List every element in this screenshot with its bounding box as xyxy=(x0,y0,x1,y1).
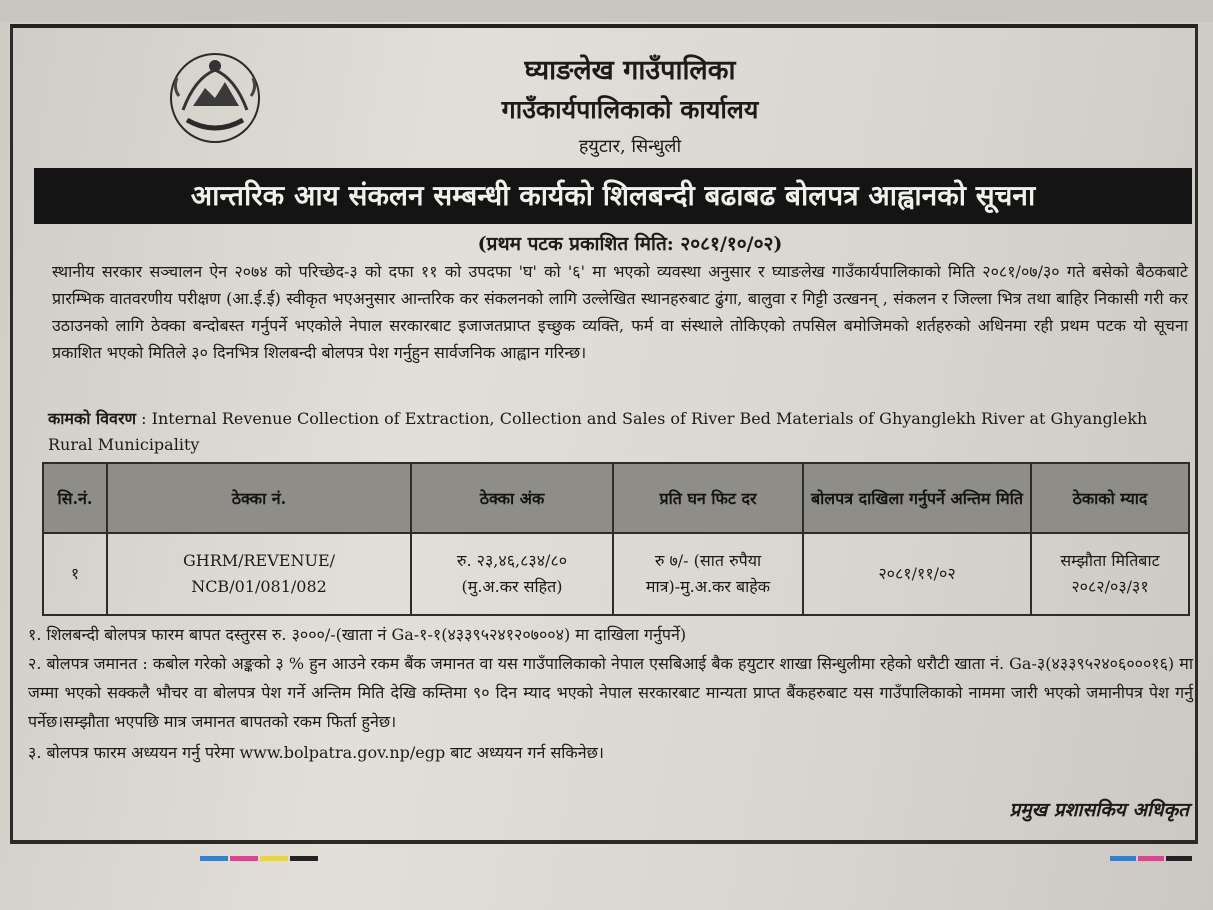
cell-amount xyxy=(411,533,613,615)
table-row xyxy=(43,533,1189,615)
office-address: हयुटार, सिन्धुली xyxy=(578,136,682,157)
contract-no-line1: GHRM/REVENUE/ xyxy=(182,551,336,570)
amount-line1: रु. २३,४६,८३४/८० xyxy=(456,551,568,570)
cell-rate xyxy=(613,533,803,615)
print-registration-mark xyxy=(1110,856,1136,861)
header-contract-no: ठेक्का नं. xyxy=(107,463,411,533)
amount-line2: (मु.अ.कर सहित) xyxy=(461,577,563,596)
work-text: : Internal Revenue Collection of Extraction, Collection and Sales of River Bed Materials of Ghyanglekh River at Ghyanglekh Rural Municipality xyxy=(48,409,1148,454)
header-deadline: बोलपत्र दाखिला गर्नुपर्ने अन्तिम मिति xyxy=(803,463,1031,533)
work-description xyxy=(48,406,1188,458)
notice-banner: आन्तरिक आय संकलन सम्बन्धी कार्यको शिलबन्दी बढाबढ बोलपत्र आह्वानको सूचना xyxy=(34,168,1192,224)
header-validity: ठेकाको म्याद xyxy=(1031,463,1189,533)
note-3: ३. बोलपत्र फारम अध्ययन गर्नु परेमा www.bolpatra.gov.np/egp बाट अध्ययन गर्न सकिनेछ। xyxy=(28,743,604,762)
validity-line2: २०८२/०३/३१ xyxy=(1071,577,1149,596)
note-1: १. शिलबन्दी बोलपत्र फारम बापत दस्तुरस रु. ३०००/-(खाता नं Ga-१-१(४३३९५२४१२०७००४) मा दाखिला गर्नुपर्ने) xyxy=(28,625,687,644)
header-amount: ठेक्का अंक xyxy=(411,463,613,533)
work-label: कामको विवरण xyxy=(48,409,137,428)
publication-date: (प्रथम पटक प्रकाशित मिति: २०८१/१०/०२) xyxy=(477,233,783,255)
notes-list xyxy=(28,620,1193,767)
notice-body: स्थानीय सरकार सञ्चालन ऐन २०७४ को परिच्छेद-३ को दफा ११ को उपदफा 'घ' को '६' मा भएको व्यवस्था अनुसार र घ्याङलेख गाउँकार्यपालिकाको मिति २०८१/०७/३० गते बसेको बैठकबाटे प्रारम्भिक वातवरणीय परीक्षण (आ.ई.ई) स्वीकृत भएअनुसार आन्तरिक कर संकलनको लागि उल्लेखित स्थानहरुबाट ढुंगा, बालुवा र गिट्टी उत्खनन् , संकलन र जिल्ला भित्र तथा बाहिर निकासी गरी कर उठाउनको लागि ठेक्का बन्दोबस्त गर्नुपर्ने भएकोले नेपाल सरकारबाट इजाजतप्राप्त इच्छुक व्यक्ति, फर्म वा संस्थाले तोकिएको तपसिल बमोजिमको शर्तहरुको अधिनमा रही प्रथम पटक यो सूचना प्रकाशित भएको मितिले ३० दिनभित्र शिलबन्दी बोलपत्र पेश गर्नुहुन सार्वजनिक आह्वान गरिन्छ। xyxy=(52,262,1188,362)
header-sn: सि.नं. xyxy=(43,463,107,533)
table-header-row xyxy=(43,463,1189,533)
header-rate: प्रति घन फिट दर xyxy=(613,463,803,533)
previous-page-strip xyxy=(0,0,1213,22)
cell-contract-no xyxy=(107,533,411,615)
contract-no-line2: NCB/01/081/082 xyxy=(191,577,327,596)
cell-deadline: २०८१/११/०२ xyxy=(803,533,1031,615)
validity-line1: सम्झौता मितिबाट xyxy=(1060,551,1160,570)
print-registration-mark xyxy=(1166,856,1192,861)
contract-table xyxy=(42,462,1190,616)
rate-line1: रु ७/- (सात रुपैया xyxy=(654,551,762,570)
print-registration-mark xyxy=(1138,856,1164,861)
municipality-title: घ्याङलेख गाउँपालिका xyxy=(524,55,736,86)
print-registration-mark xyxy=(290,856,318,861)
nepal-emblem-icon xyxy=(165,48,265,146)
print-registration-mark xyxy=(230,856,258,861)
signature-title: प्रमुख प्रशासकिय अधिकृत xyxy=(1009,799,1189,821)
note-2: २. बोलपत्र जमानत : कबोल गरेको अङ्कको ३ % हुन आउने रकम बैंक जमानत वा यस गाउँपालिकाको नेपाल एसबिआई बैक हयुटार शाखा सिन्धुलीमा रहेको धरौटी खाता नं. Ga-३(४३३९५२४०६०००१६) मा जम्मा भएको सक्कलै भौचर वा बोलपत्र पेश गर्ने अन्तिम मिति देखि कम्तिमा ९० दिन म्याद भएको नेपाल सरकारबाट मान्यता प्राप्त बैंकहरुबाट यस गाउँपालिकाको नाममा जारी भएको जमानीपत्र पेश गर्नु पर्नेछ।सम्झौता भएपछि मात्र जमानत बापतको रकम फिर्ता हुनेछ। xyxy=(28,654,1193,731)
office-title: गाउँकार्यपालिकाको कार्यालय xyxy=(501,95,759,124)
cell-validity xyxy=(1031,533,1189,615)
print-registration-mark xyxy=(260,856,288,861)
rate-line2: मात्र)-मु.अ.कर बाहेक xyxy=(645,577,771,596)
print-registration-mark xyxy=(200,856,228,861)
cell-sn: १ xyxy=(43,533,107,615)
